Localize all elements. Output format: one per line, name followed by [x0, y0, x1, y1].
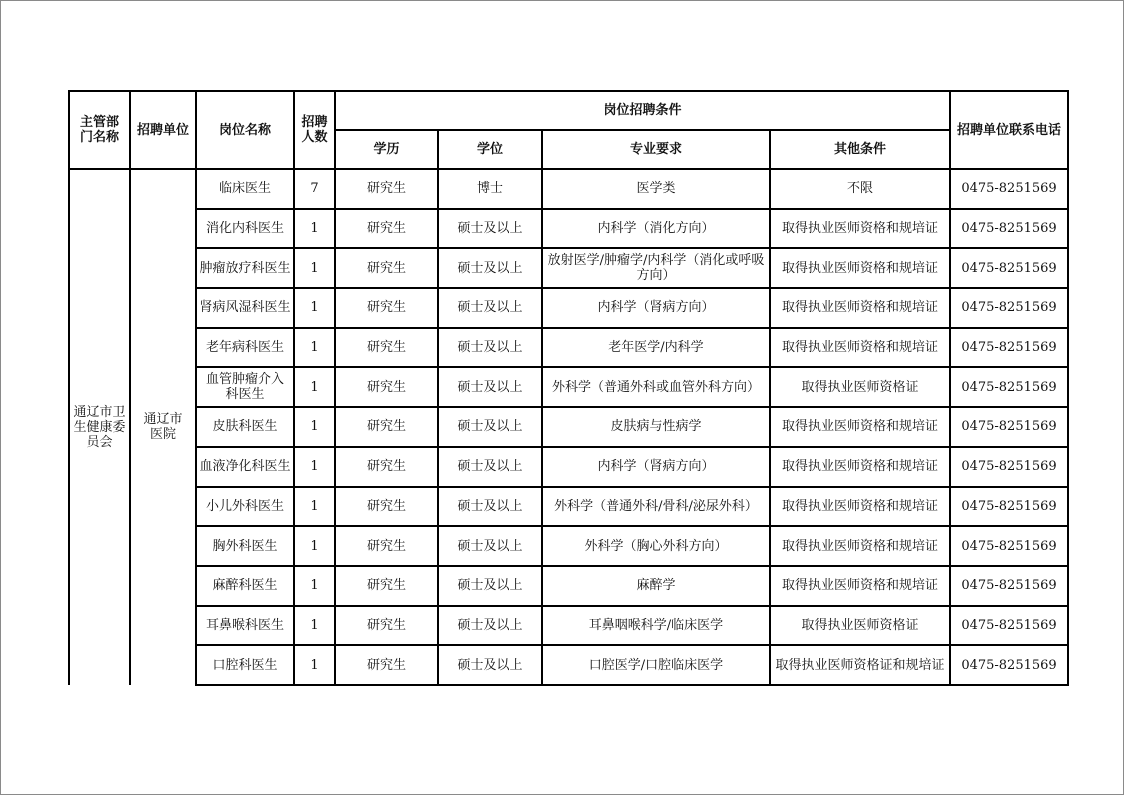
degree-cell: 硕士及以上: [438, 367, 542, 407]
position-cell: 临床医生: [196, 169, 294, 209]
count-cell: 1: [294, 526, 335, 566]
table-row: [69, 606, 1068, 646]
recruitment-table: [68, 90, 1069, 686]
other-cell: 取得执业医师资格和规培证: [770, 526, 950, 566]
degree-cell: 博士: [438, 169, 542, 209]
degree-cell: 硕士及以上: [438, 209, 542, 249]
other-cell: 取得执业医师资格和规培证: [770, 447, 950, 487]
count-cell: 1: [294, 645, 335, 685]
education-cell: 研究生: [335, 487, 438, 527]
degree-cell: 硕士及以上: [438, 288, 542, 328]
degree-cell: 硕士及以上: [438, 248, 542, 288]
header-row-1: [69, 91, 1068, 130]
degree-cell: 硕士及以上: [438, 328, 542, 368]
major-cell: 口腔医学/口腔临床医学: [542, 645, 770, 685]
header-phone: 招聘单位联系电话: [950, 91, 1068, 169]
position-cell: 肿瘤放疗科医生: [196, 248, 294, 288]
education-cell: 研究生: [335, 367, 438, 407]
count-cell: 1: [294, 328, 335, 368]
major-cell: 放射医学/肿瘤学/内科学（消化或呼吸方向）: [542, 248, 770, 288]
major-cell: 外科学（普通外科或血管外科方向）: [542, 367, 770, 407]
recruitment-table-sheet: [68, 90, 1069, 686]
degree-cell: 硕士及以上: [438, 606, 542, 646]
position-cell: 消化内科医生: [196, 209, 294, 249]
education-cell: 研究生: [335, 328, 438, 368]
header-count: 招聘人数: [294, 91, 335, 169]
count-cell: 1: [294, 487, 335, 527]
table-row: [69, 248, 1068, 288]
phone-cell: 0475-8251569: [950, 248, 1068, 288]
table-row: [69, 487, 1068, 527]
other-cell: 取得执业医师资格证和规培证: [770, 645, 950, 685]
table-row: [69, 328, 1068, 368]
other-cell: 取得执业医师资格和规培证: [770, 248, 950, 288]
count-cell: 1: [294, 566, 335, 606]
phone-cell: 0475-8251569: [950, 328, 1068, 368]
table-row: [69, 367, 1068, 407]
other-cell: 取得执业医师资格和规培证: [770, 288, 950, 328]
count-cell: 1: [294, 606, 335, 646]
count-cell: 7: [294, 169, 335, 209]
education-cell: 研究生: [335, 169, 438, 209]
education-cell: 研究生: [335, 606, 438, 646]
header-dept: 主管部门名称: [69, 91, 130, 169]
table-row: [69, 407, 1068, 447]
education-cell: 研究生: [335, 447, 438, 487]
phone-cell: 0475-8251569: [950, 288, 1068, 328]
phone-cell: 0475-8251569: [950, 209, 1068, 249]
phone-cell: 0475-8251569: [950, 407, 1068, 447]
major-cell: 外科学（普通外科/骨科/泌尿外科）: [542, 487, 770, 527]
header-unit: 招聘单位: [130, 91, 196, 169]
major-cell: 医学类: [542, 169, 770, 209]
table-row: [69, 447, 1068, 487]
major-cell: 内科学（肾病方向）: [542, 447, 770, 487]
count-cell: 1: [294, 367, 335, 407]
position-cell: 皮肤科医生: [196, 407, 294, 447]
education-cell: 研究生: [335, 288, 438, 328]
major-cell: 皮肤病与性病学: [542, 407, 770, 447]
header-other: 其他条件: [770, 130, 950, 169]
position-cell: 小儿外科医生: [196, 487, 294, 527]
position-cell: 血管肿瘤介入科医生: [196, 367, 294, 407]
other-cell: 取得执业医师资格和规培证: [770, 328, 950, 368]
table-row: [69, 645, 1068, 685]
degree-cell: 硕士及以上: [438, 566, 542, 606]
degree-cell: 硕士及以上: [438, 645, 542, 685]
count-cell: 1: [294, 407, 335, 447]
major-cell: 老年医学/内科学: [542, 328, 770, 368]
position-cell: 血液净化科医生: [196, 447, 294, 487]
major-cell: 麻醉学: [542, 566, 770, 606]
phone-cell: 0475-8251569: [950, 645, 1068, 685]
degree-cell: 硕士及以上: [438, 487, 542, 527]
position-cell: 口腔科医生: [196, 645, 294, 685]
dept-cell: 通辽市卫生健康委员会: [69, 169, 130, 685]
count-cell: 1: [294, 447, 335, 487]
degree-cell: 硕士及以上: [438, 407, 542, 447]
table-row: [69, 209, 1068, 249]
education-cell: 研究生: [335, 248, 438, 288]
major-cell: 耳鼻咽喉科学/临床医学: [542, 606, 770, 646]
phone-cell: 0475-8251569: [950, 526, 1068, 566]
unit-cell: 通辽市医院: [130, 169, 196, 685]
count-cell: 1: [294, 288, 335, 328]
major-cell: 外科学（胸心外科方向）: [542, 526, 770, 566]
other-cell: 取得执业医师资格和规培证: [770, 209, 950, 249]
position-cell: 胸外科医生: [196, 526, 294, 566]
phone-cell: 0475-8251569: [950, 367, 1068, 407]
phone-cell: 0475-8251569: [950, 169, 1068, 209]
other-cell: 不限: [770, 169, 950, 209]
table-row: [69, 169, 1068, 209]
education-cell: 研究生: [335, 526, 438, 566]
position-cell: 耳鼻喉科医生: [196, 606, 294, 646]
phone-cell: 0475-8251569: [950, 566, 1068, 606]
major-cell: 内科学（肾病方向）: [542, 288, 770, 328]
header-conditions: 岗位招聘条件: [335, 91, 950, 130]
position-cell: 麻醉科医生: [196, 566, 294, 606]
table-row: [69, 526, 1068, 566]
table-row: [69, 288, 1068, 328]
phone-cell: 0475-8251569: [950, 487, 1068, 527]
phone-cell: 0475-8251569: [950, 447, 1068, 487]
header-education: 学历: [335, 130, 438, 169]
position-cell: 老年病科医生: [196, 328, 294, 368]
education-cell: 研究生: [335, 407, 438, 447]
major-cell: 内科学（消化方向）: [542, 209, 770, 249]
count-cell: 1: [294, 248, 335, 288]
education-cell: 研究生: [335, 645, 438, 685]
header-position: 岗位名称: [196, 91, 294, 169]
other-cell: 取得执业医师资格证: [770, 606, 950, 646]
count-cell: 1: [294, 209, 335, 249]
education-cell: 研究生: [335, 209, 438, 249]
degree-cell: 硕士及以上: [438, 447, 542, 487]
degree-cell: 硕士及以上: [438, 526, 542, 566]
position-cell: 肾病风湿科医生: [196, 288, 294, 328]
table-row: [69, 566, 1068, 606]
other-cell: 取得执业医师资格和规培证: [770, 566, 950, 606]
header-degree: 学位: [438, 130, 542, 169]
phone-cell: 0475-8251569: [950, 606, 1068, 646]
other-cell: 取得执业医师资格和规培证: [770, 487, 950, 527]
header-major: 专业要求: [542, 130, 770, 169]
education-cell: 研究生: [335, 566, 438, 606]
other-cell: 取得执业医师资格证: [770, 367, 950, 407]
other-cell: 取得执业医师资格和规培证: [770, 407, 950, 447]
